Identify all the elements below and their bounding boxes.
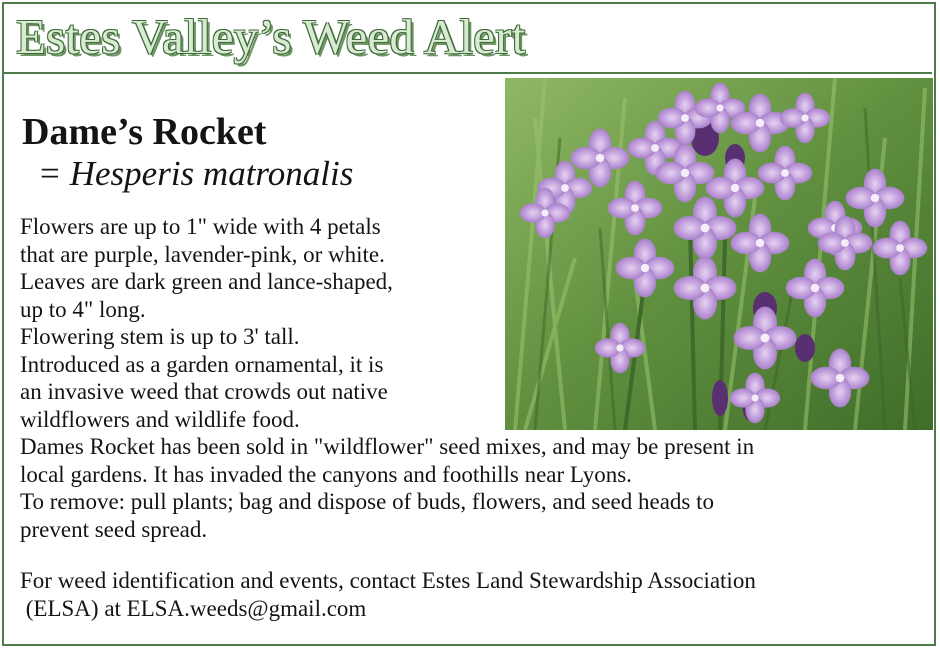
- flower-photo-illustration: [505, 78, 933, 430]
- removal-line: prevent seed spread.: [20, 516, 208, 542]
- description-line: that are purple, lavender-pink, or white.: [20, 241, 385, 267]
- description-left: [20, 213, 490, 433]
- contact-line: For weed identification and events, contact Estes Land Stewardship Association: [20, 568, 756, 593]
- description-line: up to 4" long.: [20, 296, 146, 322]
- plant-scientific-name-line: [40, 154, 353, 194]
- dames-rocket-photo: [505, 78, 933, 430]
- removal-line: To remove: pull plants; bag and dispose of buds, flowers, and seed heads to: [20, 489, 714, 514]
- plant-common-name: Dame’s Rocket: [22, 111, 267, 153]
- description-line: Flowers are up to 1" wide with 4 petals: [20, 214, 381, 239]
- description-line: Flowering stem is up to 3' tall.: [20, 324, 300, 349]
- contact-email-line[interactable]: (ELSA) at ELSA.weeds@gmail.com: [20, 595, 367, 621]
- page-title: Estes Valley’s Weed Alert: [16, 9, 526, 64]
- description-line: local gardens. It has invaded the canyons and foothills near Lyons.: [20, 461, 632, 487]
- description-line: an invasive weed that crowds out native: [20, 379, 388, 404]
- description-line: Introduced as a garden ornamental, it is: [20, 351, 384, 377]
- contact-block: [20, 567, 920, 622]
- description-line: Dames Rocket has been sold in "wildflower" seed mixes, and may be present in: [20, 434, 755, 459]
- description-line: Leaves are dark green and lance-shaped,: [20, 269, 393, 294]
- equals-sign: =: [40, 154, 60, 193]
- header-banner: [2, 2, 932, 74]
- description-line: wildflowers and wildlife food.: [20, 406, 300, 432]
- plant-scientific-name: Hesperis matronalis: [69, 154, 354, 193]
- description-full: [20, 433, 920, 543]
